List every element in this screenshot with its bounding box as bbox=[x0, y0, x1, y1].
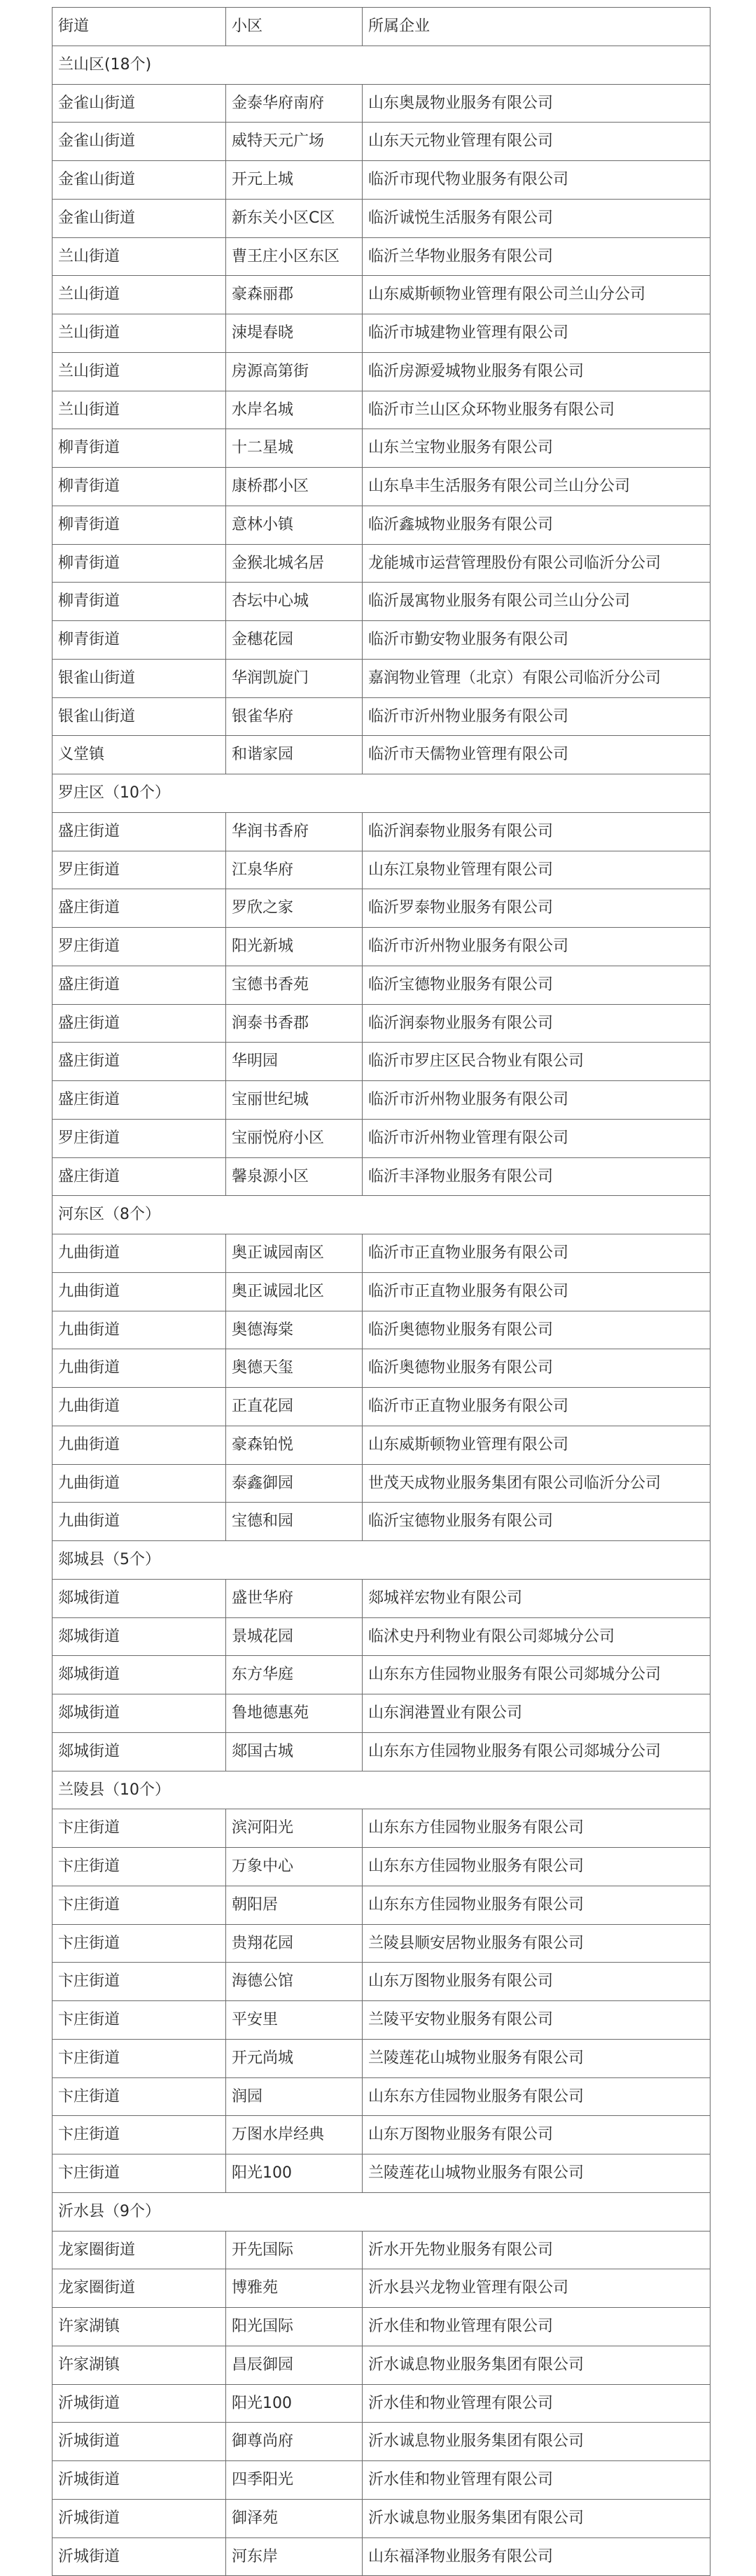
community-cell: 郯国古城 bbox=[226, 1733, 363, 1771]
table-row bbox=[52, 1656, 710, 1694]
street-cell: 柳青街道 bbox=[52, 429, 226, 468]
company-cell: 山东阜丰生活服务有限公司兰山分公司 bbox=[363, 468, 710, 506]
street-cell: 罗庄街道 bbox=[52, 928, 226, 966]
community-cell: 奥德天玺 bbox=[226, 1349, 363, 1388]
street-cell: 柳青街道 bbox=[52, 545, 226, 583]
community-cell: 金穗花园 bbox=[226, 621, 363, 660]
street-cell: 银雀山街道 bbox=[52, 698, 226, 737]
table-row bbox=[52, 851, 710, 890]
company-cell: 山东天元物业管理有限公司 bbox=[363, 123, 710, 161]
community-cell: 阳光100 bbox=[226, 2385, 363, 2423]
street-cell: 卞庄街道 bbox=[52, 2116, 226, 2154]
community-cell: 宝德书香苑 bbox=[226, 966, 363, 1005]
table-row bbox=[52, 2116, 710, 2154]
table-row bbox=[52, 2423, 710, 2461]
section-title: 兰山区(18个) bbox=[52, 46, 710, 85]
street-cell: 九曲街道 bbox=[52, 1273, 226, 1311]
table-row bbox=[52, 698, 710, 737]
community-cell: 宝丽世纪城 bbox=[226, 1081, 363, 1120]
company-cell: 兰陵县顺安居物业服务有限公司 bbox=[363, 1925, 710, 1963]
community-cell: 阳光100 bbox=[226, 2154, 363, 2193]
street-cell: 沂城街道 bbox=[52, 2500, 226, 2538]
section-row bbox=[52, 1196, 710, 1234]
community-cell: 御泽苑 bbox=[226, 2500, 363, 2538]
table-row bbox=[52, 2154, 710, 2193]
street-cell: 卞庄街道 bbox=[52, 2154, 226, 2193]
company-cell: 沂水诚息物业服务集团有限公司 bbox=[363, 2346, 710, 2385]
street-cell: 郯城街道 bbox=[52, 1580, 226, 1618]
table-row bbox=[52, 1963, 710, 2001]
table-row bbox=[52, 1349, 710, 1388]
company-cell: 沂水佳和物业管理有限公司 bbox=[363, 2385, 710, 2423]
company-cell: 山东威斯顿物业管理有限公司兰山分公司 bbox=[363, 276, 710, 314]
street-cell: 柳青街道 bbox=[52, 506, 226, 545]
company-cell: 郯城祥宏物业有限公司 bbox=[363, 1580, 710, 1618]
table-row bbox=[52, 1848, 710, 1886]
street-cell: 郯城街道 bbox=[52, 1733, 226, 1771]
company-cell: 山东威斯顿物业管理有限公司 bbox=[363, 1426, 710, 1465]
table-row bbox=[52, 1503, 710, 1541]
community-cell: 和谐家园 bbox=[226, 736, 363, 774]
company-cell: 临沂市兰山区众环物业服务有限公司 bbox=[363, 391, 710, 430]
table-row bbox=[52, 1005, 710, 1043]
table-row bbox=[52, 1465, 710, 1503]
community-cell: 奥正诚园北区 bbox=[226, 1273, 363, 1311]
street-cell: 柳青街道 bbox=[52, 621, 226, 660]
street-cell: 义堂镇 bbox=[52, 736, 226, 774]
company-cell: 山东东方佳园物业服务有限公司 bbox=[363, 1886, 710, 1925]
street-cell: 郯城街道 bbox=[52, 1694, 226, 1733]
street-cell: 金雀山街道 bbox=[52, 200, 226, 238]
table-row bbox=[52, 2346, 710, 2385]
street-cell: 沂城街道 bbox=[52, 2538, 226, 2576]
street-cell: 兰山街道 bbox=[52, 353, 226, 391]
community-cell: 海德公馆 bbox=[226, 1963, 363, 2001]
community-cell: 盛世华府 bbox=[226, 1580, 363, 1618]
table-row bbox=[52, 468, 710, 506]
community-cell: 奥正诚园南区 bbox=[226, 1234, 363, 1273]
company-cell: 沂水诚息物业服务集团有限公司 bbox=[363, 2500, 710, 2538]
table-row bbox=[52, 200, 710, 238]
table-row bbox=[52, 889, 710, 928]
street-cell: 金雀山街道 bbox=[52, 123, 226, 161]
street-cell: 九曲街道 bbox=[52, 1234, 226, 1273]
community-cell: 奥德海棠 bbox=[226, 1311, 363, 1350]
table-row bbox=[52, 1388, 710, 1426]
table-row bbox=[52, 583, 710, 621]
company-cell: 临沂市现代物业服务有限公司 bbox=[363, 161, 710, 200]
street-cell: 盛庄街道 bbox=[52, 1081, 226, 1120]
table-row bbox=[52, 161, 710, 200]
table-row bbox=[52, 85, 710, 123]
section-row bbox=[52, 2193, 710, 2232]
company-cell: 临沂润泰物业服务有限公司 bbox=[363, 1005, 710, 1043]
street-cell: 沂城街道 bbox=[52, 2461, 226, 2500]
street-cell: 卞庄街道 bbox=[52, 1809, 226, 1848]
company-cell: 临沭史丹利物业有限公司郯城分公司 bbox=[363, 1618, 710, 1657]
street-cell: 卞庄街道 bbox=[52, 2001, 226, 2040]
company-cell: 沂水县兴龙物业管理有限公司 bbox=[363, 2269, 710, 2308]
section-row bbox=[52, 1541, 710, 1580]
section-row bbox=[52, 774, 710, 813]
company-cell: 临沂市沂州物业服务有限公司 bbox=[363, 1081, 710, 1120]
community-cell: 江泉华府 bbox=[226, 851, 363, 890]
table-row bbox=[52, 2538, 710, 2576]
community-cell: 万图水岸经典 bbox=[226, 2116, 363, 2154]
company-cell: 临沂市正直物业服务有限公司 bbox=[363, 1234, 710, 1273]
table-row bbox=[52, 1120, 710, 1158]
street-cell: 卞庄街道 bbox=[52, 1848, 226, 1886]
company-cell: 临沂诚悦生活服务有限公司 bbox=[363, 200, 710, 238]
table-row bbox=[52, 2500, 710, 2538]
section-title: 河东区（8个） bbox=[52, 1196, 710, 1234]
company-cell: 临沂罗泰物业服务有限公司 bbox=[363, 889, 710, 928]
community-cell: 滨河阳光 bbox=[226, 1809, 363, 1848]
street-cell: 罗庄街道 bbox=[52, 851, 226, 890]
street-cell: 郯城街道 bbox=[52, 1618, 226, 1657]
company-cell: 山东东方佳园物业服务有限公司 bbox=[363, 1848, 710, 1886]
street-cell: 沂城街道 bbox=[52, 2423, 226, 2461]
table-row bbox=[52, 1043, 710, 1081]
company-cell: 沂水诚息物业服务集团有限公司 bbox=[363, 2423, 710, 2461]
street-cell: 卞庄街道 bbox=[52, 1886, 226, 1925]
street-cell: 金雀山街道 bbox=[52, 85, 226, 123]
community-cell: 豪森丽郡 bbox=[226, 276, 363, 314]
table-row bbox=[52, 928, 710, 966]
company-cell: 山东奥晟物业服务有限公司 bbox=[363, 85, 710, 123]
header-company: 所属企业 bbox=[363, 8, 710, 46]
section-title: 兰陵县（10个） bbox=[52, 1771, 710, 1810]
company-cell: 嘉润物业管理（北京）有限公司临沂分公司 bbox=[363, 660, 710, 698]
community-cell: 宝德和园 bbox=[226, 1503, 363, 1541]
table-row bbox=[52, 2232, 710, 2270]
community-cell: 贵翔花园 bbox=[226, 1925, 363, 1963]
street-cell: 九曲街道 bbox=[52, 1388, 226, 1426]
community-cell: 银雀华府 bbox=[226, 698, 363, 737]
table-row bbox=[52, 238, 710, 277]
community-cell: 昌辰御园 bbox=[226, 2346, 363, 2385]
company-cell: 山东东方佳园物业服务有限公司 bbox=[363, 2078, 710, 2117]
company-cell: 山东江泉物业管理有限公司 bbox=[363, 851, 710, 890]
company-cell: 临沂晟寓物业服务有限公司兰山分公司 bbox=[363, 583, 710, 621]
company-cell: 临沂市沂州物业服务有限公司 bbox=[363, 928, 710, 966]
section-title: 罗庄区（10个） bbox=[52, 774, 710, 813]
community-cell: 四季阳光 bbox=[226, 2461, 363, 2500]
company-cell: 山东东方佳园物业服务有限公司 bbox=[363, 1809, 710, 1848]
community-cell: 东方华庭 bbox=[226, 1656, 363, 1694]
company-cell: 兰陵莲花山城物业服务有限公司 bbox=[363, 2040, 710, 2078]
community-cell: 杏坛中心城 bbox=[226, 583, 363, 621]
table-row bbox=[52, 1733, 710, 1771]
table-row bbox=[52, 314, 710, 353]
community-cell: 润泰书香郡 bbox=[226, 1005, 363, 1043]
company-cell: 山东兰宝物业服务有限公司 bbox=[363, 429, 710, 468]
company-cell: 兰陵莲花山城物业服务有限公司 bbox=[363, 2154, 710, 2193]
community-cell: 房源高第街 bbox=[226, 353, 363, 391]
community-cell: 意林小镇 bbox=[226, 506, 363, 545]
table-row bbox=[52, 2385, 710, 2423]
company-cell: 山东万图物业服务有限公司 bbox=[363, 1963, 710, 2001]
community-cell: 御尊尚府 bbox=[226, 2423, 363, 2461]
street-cell: 盛庄街道 bbox=[52, 1043, 226, 1081]
table-row bbox=[52, 1886, 710, 1925]
street-cell: 龙家圈街道 bbox=[52, 2232, 226, 2270]
community-cell: 河东岸 bbox=[226, 2538, 363, 2576]
table-row bbox=[52, 1311, 710, 1350]
section-title: 沂水县（9个） bbox=[52, 2193, 710, 2232]
table-row bbox=[52, 1158, 710, 1197]
community-cell: 开元上城 bbox=[226, 161, 363, 200]
table-row bbox=[52, 813, 710, 851]
company-cell: 山东福泽物业服务有限公司 bbox=[363, 2538, 710, 2576]
table-row bbox=[52, 353, 710, 391]
community-cell: 华明园 bbox=[226, 1043, 363, 1081]
street-cell: 兰山街道 bbox=[52, 314, 226, 353]
community-cell: 华润凯旋门 bbox=[226, 660, 363, 698]
table-row bbox=[52, 2040, 710, 2078]
street-cell: 兰山街道 bbox=[52, 391, 226, 430]
table-row bbox=[52, 1426, 710, 1465]
community-cell: 水岸名城 bbox=[226, 391, 363, 430]
street-cell: 柳青街道 bbox=[52, 583, 226, 621]
street-cell: 盛庄街道 bbox=[52, 889, 226, 928]
company-cell: 临沂润泰物业服务有限公司 bbox=[363, 813, 710, 851]
community-cell: 阳光国际 bbox=[226, 2308, 363, 2346]
street-cell: 兰山街道 bbox=[52, 238, 226, 277]
community-cell: 正直花园 bbox=[226, 1388, 363, 1426]
table-row bbox=[52, 966, 710, 1005]
company-cell: 龙能城市运营管理股份有限公司临沂分公司 bbox=[363, 545, 710, 583]
community-cell: 润园 bbox=[226, 2078, 363, 2117]
table-row bbox=[52, 1580, 710, 1618]
community-cell: 罗欣之家 bbox=[226, 889, 363, 928]
table-row bbox=[52, 1273, 710, 1311]
community-cell: 平安里 bbox=[226, 2001, 363, 2040]
street-cell: 郯城街道 bbox=[52, 1656, 226, 1694]
street-cell: 卞庄街道 bbox=[52, 2040, 226, 2078]
company-cell: 临沂市勤安物业服务有限公司 bbox=[363, 621, 710, 660]
company-cell: 临沂市沂州物业管理有限公司 bbox=[363, 1120, 710, 1158]
community-cell: 宝丽悦府小区 bbox=[226, 1120, 363, 1158]
table-row bbox=[52, 2078, 710, 2117]
community-cell: 开元尚城 bbox=[226, 2040, 363, 2078]
community-cell: 涑堤春晓 bbox=[226, 314, 363, 353]
company-cell: 临沂市正直物业服务有限公司 bbox=[363, 1273, 710, 1311]
section-title: 郯城县（5个） bbox=[52, 1541, 710, 1580]
street-cell: 盛庄街道 bbox=[52, 966, 226, 1005]
street-cell: 许家湖镇 bbox=[52, 2308, 226, 2346]
community-cell: 康桥郡小区 bbox=[226, 468, 363, 506]
community-cell: 金泰华府南府 bbox=[226, 85, 363, 123]
street-cell: 龙家圈街道 bbox=[52, 2269, 226, 2308]
company-cell: 临沂宝德物业服务有限公司 bbox=[363, 1503, 710, 1541]
table-row bbox=[52, 2001, 710, 2040]
street-cell: 许家湖镇 bbox=[52, 2346, 226, 2385]
company-cell: 山东润港置业有限公司 bbox=[363, 1694, 710, 1733]
street-cell: 沂城街道 bbox=[52, 2385, 226, 2423]
street-cell: 卞庄街道 bbox=[52, 1963, 226, 2001]
company-cell: 临沂丰泽物业服务有限公司 bbox=[363, 1158, 710, 1197]
street-cell: 九曲街道 bbox=[52, 1503, 226, 1541]
table-row bbox=[52, 1234, 710, 1273]
company-cell: 临沂兰华物业服务有限公司 bbox=[363, 238, 710, 277]
table-row bbox=[52, 506, 710, 545]
street-cell: 卞庄街道 bbox=[52, 1925, 226, 1963]
company-cell: 临沂宝德物业服务有限公司 bbox=[363, 966, 710, 1005]
table-row bbox=[52, 2461, 710, 2500]
header-community: 小区 bbox=[226, 8, 363, 46]
community-cell: 万象中心 bbox=[226, 1848, 363, 1886]
table-row bbox=[52, 545, 710, 583]
table-row bbox=[52, 621, 710, 660]
street-cell: 九曲街道 bbox=[52, 1311, 226, 1350]
company-cell: 临沂市正直物业服务有限公司 bbox=[363, 1388, 710, 1426]
street-cell: 银雀山街道 bbox=[52, 660, 226, 698]
community-cell: 豪森铂悦 bbox=[226, 1426, 363, 1465]
company-cell: 沂水佳和物业管理有限公司 bbox=[363, 2461, 710, 2500]
table-row bbox=[52, 276, 710, 314]
company-cell: 临沂市城建物业管理有限公司 bbox=[363, 314, 710, 353]
company-cell: 临沂市罗庄区民合物业有限公司 bbox=[363, 1043, 710, 1081]
community-cell: 博雅苑 bbox=[226, 2269, 363, 2308]
company-cell: 临沂市沂州物业服务有限公司 bbox=[363, 698, 710, 737]
table-row bbox=[52, 2308, 710, 2346]
company-cell: 世茂天成物业服务集团有限公司临沂分公司 bbox=[363, 1465, 710, 1503]
street-cell: 卞庄街道 bbox=[52, 2078, 226, 2117]
community-cell: 鲁地德惠苑 bbox=[226, 1694, 363, 1733]
property-table bbox=[52, 7, 710, 2576]
street-cell: 九曲街道 bbox=[52, 1426, 226, 1465]
community-cell: 金猴北城名居 bbox=[226, 545, 363, 583]
section-row bbox=[52, 1771, 710, 1810]
table-row bbox=[52, 429, 710, 468]
company-cell: 沂水开先物业服务有限公司 bbox=[363, 2232, 710, 2270]
table-row bbox=[52, 1081, 710, 1120]
street-cell: 兰山街道 bbox=[52, 276, 226, 314]
street-cell: 盛庄街道 bbox=[52, 1005, 226, 1043]
table-row bbox=[52, 123, 710, 161]
company-cell: 临沂奥德物业服务有限公司 bbox=[363, 1311, 710, 1350]
company-cell: 山东万图物业服务有限公司 bbox=[363, 2116, 710, 2154]
company-cell: 临沂奥德物业服务有限公司 bbox=[363, 1349, 710, 1388]
company-cell: 兰陵平安物业服务有限公司 bbox=[363, 2001, 710, 2040]
community-cell: 开先国际 bbox=[226, 2232, 363, 2270]
community-cell: 馨泉源小区 bbox=[226, 1158, 363, 1197]
table-row bbox=[52, 736, 710, 774]
table-row bbox=[52, 391, 710, 430]
community-cell: 阳光新城 bbox=[226, 928, 363, 966]
community-cell: 景城花园 bbox=[226, 1618, 363, 1657]
company-cell: 临沂市天儒物业管理有限公司 bbox=[363, 736, 710, 774]
community-cell: 新东关小区C区 bbox=[226, 200, 363, 238]
company-cell: 沂水佳和物业管理有限公司 bbox=[363, 2308, 710, 2346]
street-cell: 罗庄街道 bbox=[52, 1120, 226, 1158]
company-cell: 山东东方佳园物业服务有限公司郯城分公司 bbox=[363, 1656, 710, 1694]
street-cell: 盛庄街道 bbox=[52, 813, 226, 851]
community-cell: 泰鑫御园 bbox=[226, 1465, 363, 1503]
company-cell: 临沂房源爱城物业服务有限公司 bbox=[363, 353, 710, 391]
header-street: 街道 bbox=[52, 8, 226, 46]
table-row bbox=[52, 1809, 710, 1848]
table-row bbox=[52, 1925, 710, 1963]
community-cell: 十二星城 bbox=[226, 429, 363, 468]
community-cell: 威特天元广场 bbox=[226, 123, 363, 161]
community-cell: 华润书香府 bbox=[226, 813, 363, 851]
company-cell: 山东东方佳园物业服务有限公司郯城分公司 bbox=[363, 1733, 710, 1771]
community-cell: 曹王庄小区东区 bbox=[226, 238, 363, 277]
street-cell: 柳青街道 bbox=[52, 468, 226, 506]
section-row bbox=[52, 46, 710, 85]
street-cell: 九曲街道 bbox=[52, 1465, 226, 1503]
table-row bbox=[52, 660, 710, 698]
table-row bbox=[52, 1694, 710, 1733]
table-header-row bbox=[52, 8, 710, 46]
community-cell: 朝阳居 bbox=[226, 1886, 363, 1925]
street-cell: 盛庄街道 bbox=[52, 1158, 226, 1197]
street-cell: 金雀山街道 bbox=[52, 161, 226, 200]
table-row bbox=[52, 1618, 710, 1657]
street-cell: 九曲街道 bbox=[52, 1349, 226, 1388]
table-row bbox=[52, 2269, 710, 2308]
company-cell: 临沂鑫城物业服务有限公司 bbox=[363, 506, 710, 545]
